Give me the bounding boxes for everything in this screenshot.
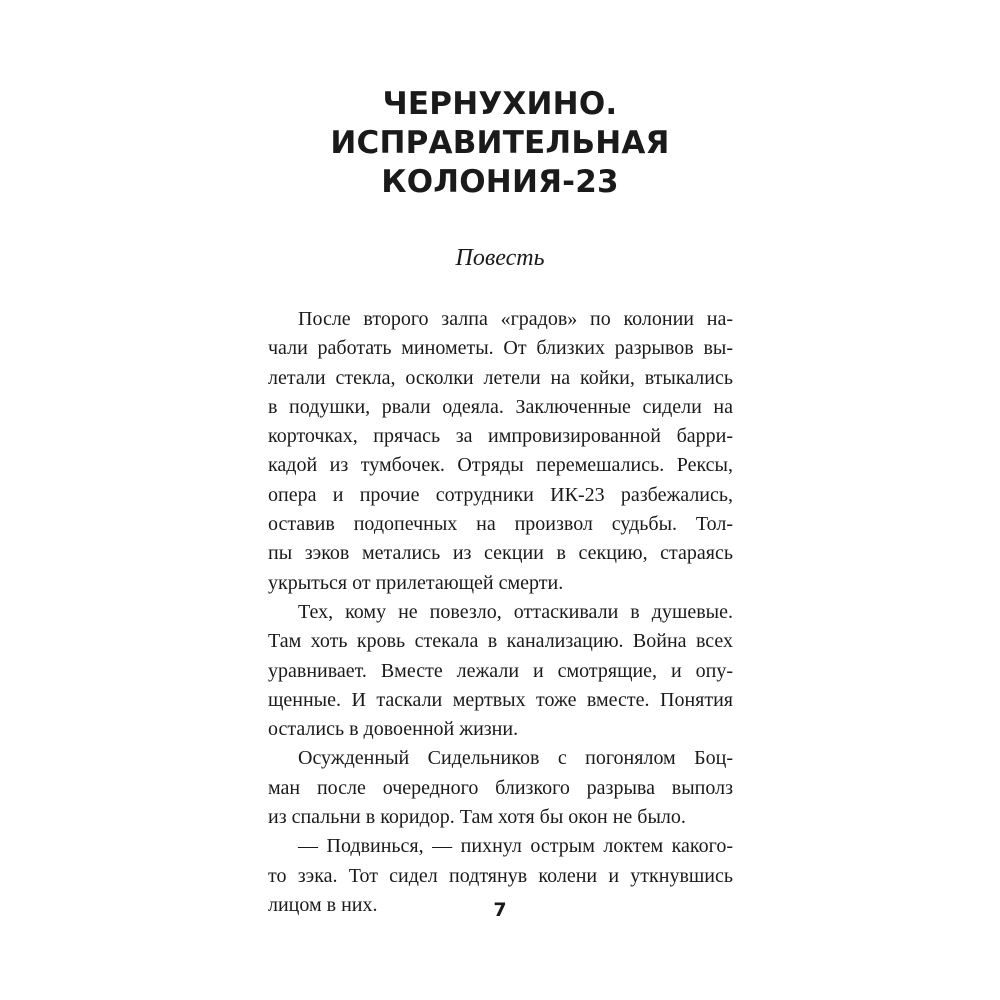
text-line: Тех, кому не повезло, оттаскивали в душевые. xyxy=(298,600,733,623)
text-line: Осужденный Сидельников с погонялом Боц- xyxy=(298,747,733,770)
text-line: лицом в них. xyxy=(268,893,378,916)
text-line: щенные. И таскали мертвых тоже вместе. Понятия xyxy=(268,688,733,711)
text-line: После второго залпа «градов» по колонии на- xyxy=(298,308,733,330)
text-line: Там хоть кровь стекала в канализацию. Война всех xyxy=(268,630,733,653)
text-line: корточках, прячась за импровизированной барри- xyxy=(268,425,733,448)
text-line: летали стекла, осколки летели на койки, втыкались xyxy=(268,366,733,389)
text-line: укрыться от прилетающей смерти. xyxy=(268,571,564,594)
chapter-title xyxy=(0,85,1000,202)
text-line: из спальни в коридор. Там хотя бы окон не было. xyxy=(268,806,686,829)
text-line: кадой из тумбочек. Отряды перемешались. Рексы, xyxy=(268,454,733,477)
page-number: 7 xyxy=(493,899,507,921)
text-line: в подушки, рвали одеяла. Заключенные сидели на xyxy=(268,395,733,418)
text-line: пы зэков метались из секции в секцию, стараясь xyxy=(268,542,733,565)
chapter-subtitle: Повесть xyxy=(455,245,545,271)
text-line: ман после очередного близкого разрыва выполз xyxy=(268,776,733,799)
text-line: оставив подопечных на произвол судьбы. Тол- xyxy=(268,513,733,536)
chapter-title-line-2: ИСПРАВИТЕЛЬНАЯ xyxy=(330,125,670,161)
text-line: уравнивает. Вместе лежали и смотрящие, и опу- xyxy=(268,659,733,682)
body-text xyxy=(268,305,733,920)
text-line: опера и прочие сотрудники ИК-23 разбежались, xyxy=(268,483,733,506)
text-line: — Подвинься, — пихнул острым локтем какого- xyxy=(298,835,733,858)
text-line: то зэка. Тот сидел подтянув колени и уткнувшись xyxy=(268,864,733,887)
text-line: остались в довоенной жизни. xyxy=(268,718,519,741)
chapter-title-line-1: ЧЕРНУХИНО. xyxy=(382,86,618,122)
chapter-title-line-3: КОЛОНИЯ-23 xyxy=(381,164,619,200)
text-line: чали работать минометы. От близких разрывов вы- xyxy=(268,337,733,360)
